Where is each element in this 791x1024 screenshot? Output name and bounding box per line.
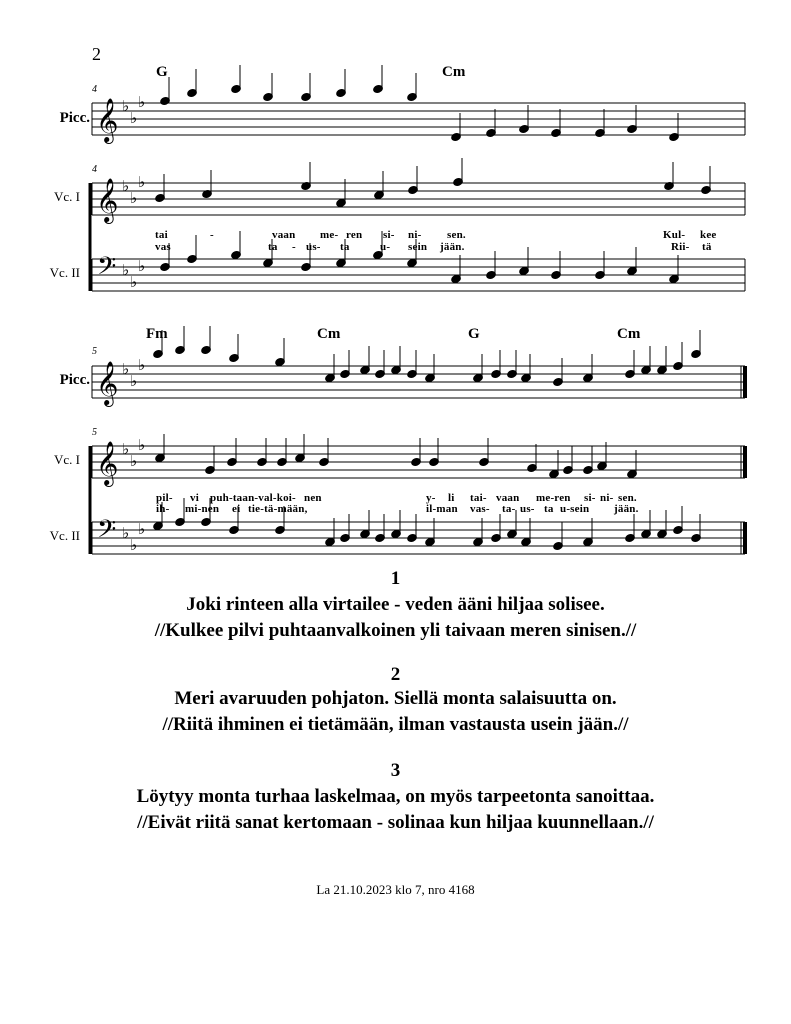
lyric-syllable: tä [702,241,712,253]
lyric-syllable: ta- [502,503,516,515]
lyric-syllable: ei [232,503,241,515]
lyric-syllable: il-man [426,503,458,515]
key-flat-icon: ♭ [122,261,130,279]
lyric-syllable: vas [155,241,171,253]
chord-symbol: Cm [317,326,341,342]
lyric-syllable: kee [700,229,717,241]
key-flat-icon: ♭ [122,97,130,115]
treble-clef-icon: 𝄞 [96,98,119,142]
lyric-syllable: ta [268,241,278,253]
key-flat-icon: ♭ [130,452,138,470]
key-flat-icon: ♭ [138,173,146,191]
lyric-syllable: - [210,229,214,241]
page-number: 2 [92,44,101,64]
key-flat-icon: ♭ [130,372,138,390]
lyric-syllable: tie-tä-mään, [248,503,308,515]
lyric-syllable: si- [584,492,596,504]
lyric-syllable: tai [155,229,168,241]
key-flat-icon: ♭ [130,109,138,127]
lyric-syllable: vas- [470,503,490,515]
measure-number: 4 [92,164,97,175]
key-flat-icon: ♭ [122,177,130,195]
measure-number: 5 [92,427,97,438]
chord-symbol: Fm [146,326,168,342]
lyric-syllable: li [448,492,455,504]
instrument-label-cello1: Vc. I [54,452,80,467]
verse-number: 1 [390,568,401,589]
lyric-syllable: ta [544,503,554,515]
instrument-label-cello2: Vc. II [49,265,80,280]
lyric-syllable: us- [306,241,321,253]
footer-date: La 21.10.2023 klo 7, nro 4168 [316,882,475,897]
instrument-label-cello2: Vc. II [49,528,80,543]
verse-number: 2 [390,664,401,685]
lyric-syllable: Rii- [671,241,690,253]
key-flat-icon: ♭ [138,520,146,538]
verse-line: //Eivät riitä sanat kertomaan - solinaa kun hiljaa kuunnellaan.// [137,812,654,833]
lyric-syllable: u- [380,241,391,253]
verse-number: 3 [390,760,401,781]
instrument-label-piccolo: Picc. [59,372,90,388]
instrument-label-piccolo: Picc. [59,110,90,126]
chord-symbol: G [468,326,480,342]
verse-line: //Kulkee pilvi puhtaanvalkoinen yli taivaan meren sinisen.// [154,620,637,641]
verse-line: Meri avaruuden pohjaton. Siellä monta salaisuutta on. [174,688,617,709]
treble-clef-icon: 𝄞 [96,441,119,485]
key-flat-icon: ♭ [138,356,146,374]
chord-symbol: G [156,64,168,80]
key-flat-icon: ♭ [138,436,146,454]
lyric-syllable: ren [346,229,363,241]
lyric-syllable: - [292,241,296,253]
lyric-syllable: ih- [156,503,170,515]
lyric-syllable: puh-taan-val-koi- [210,492,296,504]
lyric-syllable: si- [383,229,395,241]
lyric-syllable: sen. [618,492,637,504]
lyric-syllable: mi-nen [185,503,220,515]
lyric-syllable: us- [520,503,535,515]
lyric-syllable: sen. [447,229,466,241]
lyric-syllable: pil- [156,492,173,504]
lyric-syllable: me- [320,229,339,241]
chord-symbol: Cm [442,64,466,80]
treble-clef-icon: 𝄞 [96,178,119,222]
lyric-syllable: sein [408,241,428,253]
instrument-label-cello1: Vc. I [54,189,80,204]
bass-clef-icon: 𝄢 [97,252,117,287]
measure-number: 5 [92,346,97,357]
bass-clef-icon: 𝄢 [97,515,117,550]
key-flat-icon: ♭ [122,360,130,378]
verse-line: Löytyy monta turhaa laskelmaa, on myös tarpeetonta sanoittaa. [136,786,655,807]
treble-clef-icon: 𝄞 [96,361,119,405]
lyric-syllable: nen [304,492,322,504]
key-flat-icon: ♭ [130,536,138,554]
key-flat-icon: ♭ [130,273,138,291]
key-flat-icon: ♭ [122,440,130,458]
lyric-syllable: vi [190,492,199,504]
verse-line: Joki rinteen alla virtailee - veden ääni hiljaa solisee. [186,594,605,615]
verse-line: //Riitä ihminen ei tietämään, ilman vastausta usein jään.// [162,714,629,735]
measure-number: 4 [92,84,97,95]
key-flat-icon: ♭ [122,524,130,542]
lyric-syllable: jään. [614,503,639,515]
lyric-syllable: ni- [408,229,422,241]
lyric-syllable: Kul- [663,229,686,241]
lyric-syllable: y- [426,492,436,504]
lyric-syllable: vaan [496,492,520,504]
lyric-syllable: jään. [440,241,465,253]
lyric-syllable: ta [340,241,350,253]
key-flat-icon: ♭ [138,257,146,275]
lyric-syllable: vaan [272,229,296,241]
lyric-syllable: tai- [470,492,487,504]
lyric-syllable: ni- [600,492,614,504]
lyric-syllable: u-sein [560,503,590,515]
key-flat-icon: ♭ [130,189,138,207]
key-flat-icon: ♭ [138,93,146,111]
chord-symbol: Cm [617,326,641,342]
lyric-syllable: me-ren [536,492,571,504]
